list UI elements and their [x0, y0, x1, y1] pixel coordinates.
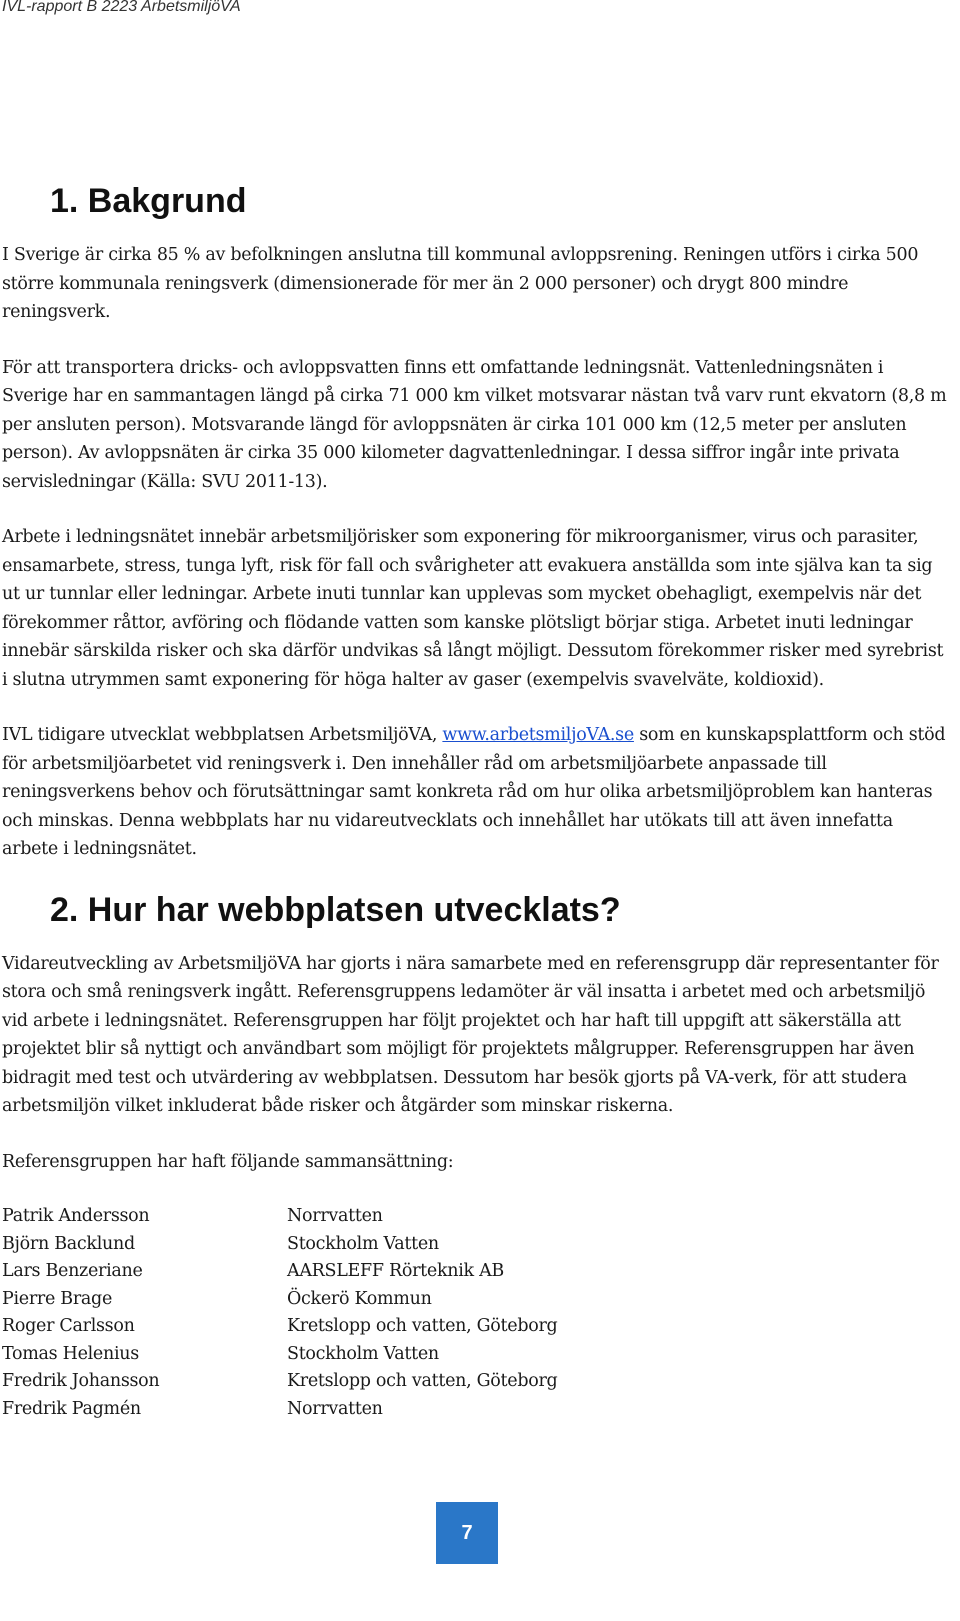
- member-name: Pierre Brage: [2, 1288, 112, 1309]
- section-2-paragraph-2: Referensgruppen har haft följande sammansättning:: [2, 1151, 454, 1172]
- member-name: Patrik Andersson: [2, 1206, 150, 1226]
- arbetsmiljova-link[interactable]: www.arbetsmiljoVA.se: [442, 725, 634, 745]
- member-organisation: Stockholm Vatten: [287, 1233, 439, 1254]
- member-name: Tomas Helenius: [2, 1343, 139, 1364]
- member-name: Björn Backlund: [2, 1233, 135, 1254]
- member-organisation: Kretslopp och vatten, Göteborg: [287, 1316, 558, 1336]
- document-body: [2, 160, 948, 1423]
- running-header: IVL-rapport B 2223 ArbetsmiljöVA: [2, 0, 241, 15]
- section-2-heading: 2. Hur har webbplatsen utvecklats?: [50, 890, 621, 929]
- section-1-heading: 1. Bakgrund: [50, 182, 247, 220]
- reference-group-list: [2, 1203, 948, 1423]
- paragraph-4-text-after: som en kunskapsplattform och stöd för arbetsmiljöarbetet vid reningsverk i. Den innehåller råd om arbetsmiljöarbete anpassade till reningsverkens behov och förutsättningar samt konkreta råd om hur olika arbetsmiljöproblem kan hanteras och minskas. Denna webbplats har nu vidareutvecklats och innehållet har utökats till att även innefatta arbete i ledningsnätet.: [2, 725, 946, 859]
- member-organisation: Öckerö Kommun: [287, 1288, 432, 1309]
- member-name: Fredrik Johansson: [2, 1371, 160, 1391]
- member-name: Fredrik Pagmén: [2, 1398, 141, 1419]
- section-1-paragraph-1: I Sverige är cirka 85 % av befolkningen anslutna till kommunal avloppsrening. Reningen utförs i cirka 500 större kommunala reningsverk (dimensionerade för mer än 2 000 personer) och drygt 800 mindre reningsverk.: [2, 245, 919, 322]
- section-1-paragraph-4: [2, 721, 948, 864]
- page-number-badge: 7: [436, 1502, 498, 1564]
- section-1-paragraph-2: För att transportera dricks- och avloppsvatten finns ett omfattande ledningsnät. Vattenledningsnäten i Sverige har en sammantagen längd på cirka 71 000 km vilket motsvarar nästan två varv runt ekvatorn (8,8 m per ansluten person). Motsvarande längd för avloppsnäten är cirka 101 000 km (12,5 meter per ansluten person). Av avloppsnäten är cirka 35 000 kilometer dagvattenledningar. I dessa siffror ingår inte privata servisledningar (Källa: SVU 2011-13).: [2, 357, 947, 492]
- member-organisation: Kretslopp och vatten, Göteborg: [287, 1371, 558, 1391]
- member-name: Lars Benzeriane: [2, 1261, 143, 1281]
- member-organisation: AARSLEFF Rörteknik AB: [287, 1261, 504, 1281]
- paragraph-4-text-before: IVL tidigare utvecklat webbplatsen ArbetsmiljöVA,: [2, 725, 443, 745]
- member-organisation: Norrvatten: [287, 1206, 383, 1226]
- member-organisation: Stockholm Vatten: [287, 1343, 439, 1364]
- member-name: Roger Carlsson: [2, 1316, 135, 1336]
- section-2-paragraph-1: Vidareutveckling av ArbetsmiljöVA har gjorts i nära samarbete med en referensgrupp där representanter för stora och små reningsverk ingått. Referensgruppens ledamöter är väl insatta i arbetet med och arbetsmiljö vid arbete i ledningsnätet. Referensgruppen har följt projektet och har haft till uppgift att säkerställa att projektet blir så nyttigt och användbart som möjligt för projektets målgrupper. Referensgruppen har även bidragit med test och utvärdering av webbplatsen. Dessutom har besök gjorts på VA-verk, för att studera arbetsmiljön vilket inkluderat både risker och åtgärder som minskar riskerna.: [2, 953, 939, 1116]
- section-1-paragraph-3: Arbete i ledningsnätet innebär arbetsmiljörisker som exponering för mikroorganismer, virus och parasiter, ensamarbete, stress, tunga lyft, risk för fall och svårigheter att evakuera anställda som inte själva kan ta sig ut ur tunnlar eller ledningar. Arbete inuti tunnlar kan upplevas som mycket obehagligt, exempelvis när det förekommer råttor, avföring och flödande vatten som kanske plötsligt börjar stiga. Arbetet inuti ledningar innebär särskilda risker och ska därför undvikas så långt möjligt. Dessutom förekommer risker med syrebrist i slutna utrymmen samt exponering för höga halter av gaser (exempelvis svavelväte, koldioxid).: [2, 527, 944, 690]
- member-organisation: Norrvatten: [287, 1398, 383, 1419]
